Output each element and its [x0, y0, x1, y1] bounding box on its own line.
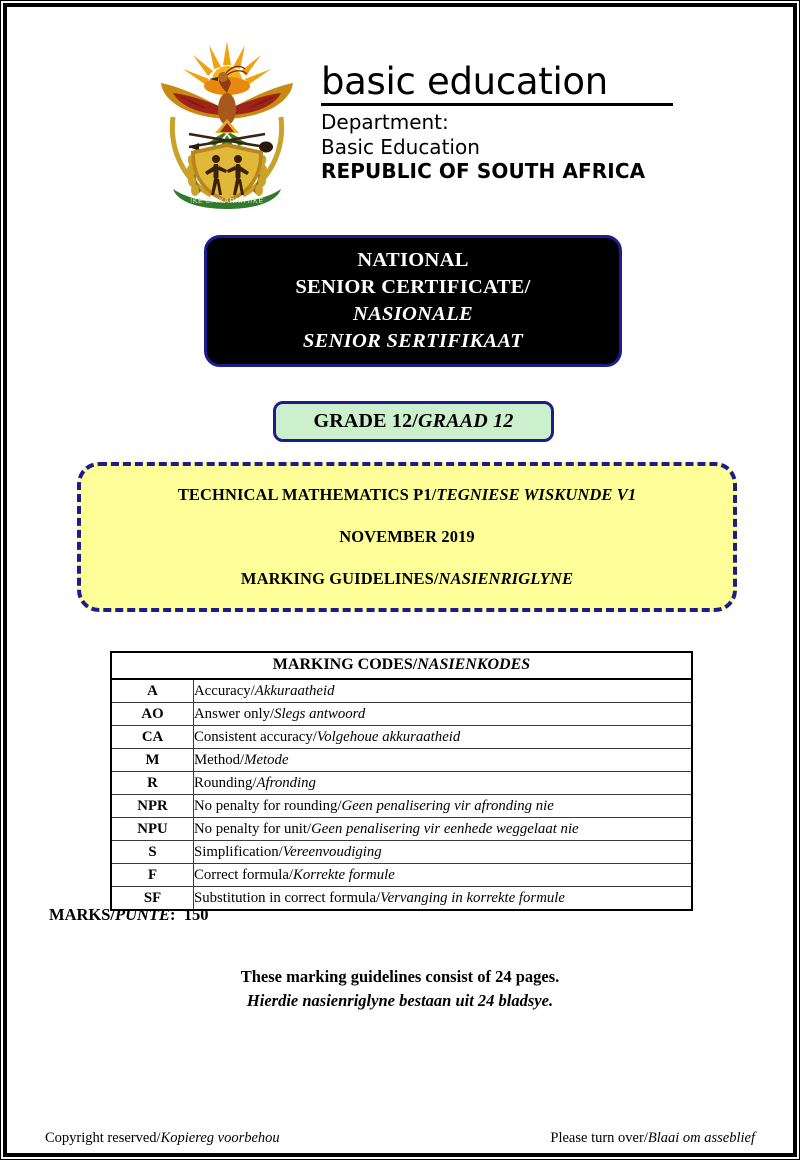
code-cell: S: [111, 841, 194, 864]
logo-country-line: REPUBLIC OF SOUTH AFRICA: [321, 159, 646, 184]
description-af: Afronding: [256, 774, 316, 791]
logo-department-name: Basic Education: [321, 134, 480, 159]
emblem-motto-text: !KE E: /XARRA //KE: [190, 198, 264, 205]
code-cell: F: [111, 864, 194, 887]
footer-copyright-af: Kopiereg voorbehou: [160, 1130, 280, 1146]
description-af: Akkuraatheid: [254, 682, 335, 699]
page-border-frame: [3, 3, 797, 1157]
description-en: No penalty for rounding/: [194, 797, 342, 814]
grade-box: [273, 401, 554, 442]
description-af: Korrekte formule: [293, 866, 395, 883]
description-af: Geen penalisering vir eenhede weggelaat nie: [311, 820, 579, 837]
logo-divider-rule: [321, 103, 673, 106]
code-cell: SF: [111, 887, 194, 911]
description-en: Method/: [194, 751, 245, 768]
description-cell: [194, 795, 693, 818]
footer-turn-over: [550, 1130, 755, 1147]
footer-copyright: [45, 1130, 280, 1147]
marks-separator: :: [170, 905, 176, 924]
page-count-english: These marking guidelines consist of 24 pages.: [240, 967, 560, 986]
table-row: [111, 726, 692, 749]
marks-label-en: MARKS/: [49, 905, 115, 924]
title-line-senior-certificate: SENIOR CERTIFICATE/: [295, 275, 531, 298]
certificate-title-box: [204, 235, 622, 367]
description-en: Answer only/: [194, 705, 275, 722]
code-cell: R: [111, 772, 194, 795]
description-cell: [194, 679, 693, 703]
table-row: [111, 841, 692, 864]
subject-box: [77, 462, 737, 612]
logo-title: basic education: [321, 60, 608, 103]
code-cell: CA: [111, 726, 194, 749]
subject-title: [178, 485, 636, 505]
table-row: [111, 818, 692, 841]
description-en: Rounding/: [194, 774, 257, 791]
description-cell: [194, 887, 693, 911]
document-type: [241, 569, 573, 589]
table-row: [111, 703, 692, 726]
description-cell: [194, 703, 693, 726]
footer-turn-over-af: Blaai om asseblief: [647, 1130, 755, 1146]
department-logo-text: [321, 39, 673, 184]
description-af: Vereenvoudiging: [282, 843, 382, 860]
table-row: [111, 795, 692, 818]
total-marks-line: [49, 905, 209, 925]
description-en: Correct formula/: [194, 866, 294, 883]
marks-value: 150: [183, 905, 209, 924]
marks-label-af: PUNTE: [115, 905, 170, 924]
document-type-af: NASIENRIGLYNE: [438, 569, 574, 588]
description-en: Simplification/: [194, 843, 283, 860]
description-cell: [194, 841, 693, 864]
description-cell: [194, 726, 693, 749]
description-cell: [194, 864, 693, 887]
description-en: No penalty for unit/: [194, 820, 312, 837]
page-footer: [45, 1130, 755, 1147]
description-cell: [194, 749, 693, 772]
grade-label-af: GRAAD 12: [418, 410, 514, 432]
table-header-row: [111, 652, 692, 679]
marking-codes-body: [111, 679, 692, 910]
page-count-afrikaans: Hierdie nasienriglyne bestaan uit 24 bladsye.: [246, 990, 554, 1010]
title-line-nasionale: NASIONALE: [352, 303, 474, 325]
description-af: Volgehoue akkuraatheid: [316, 728, 461, 745]
title-line-senior-sertifikaat: SENIOR SERTIFIKAAT: [302, 330, 524, 353]
code-cell: A: [111, 679, 194, 703]
document-type-en: MARKING GUIDELINES/: [240, 569, 439, 588]
table-row: [111, 864, 692, 887]
table-row: [111, 749, 692, 772]
exam-date: NOVEMBER 2019: [339, 527, 475, 546]
marking-codes-heading: [111, 652, 692, 679]
footer-copyright-en: Copyright reserved/: [45, 1130, 161, 1146]
description-cell: [194, 772, 693, 795]
description-af: Vervanging in korrekte formule: [380, 889, 565, 906]
subject-title-en: TECHNICAL MATHEMATICS P1/: [177, 485, 437, 504]
page-content: [7, 7, 793, 1153]
grade-label-en: GRADE 12/: [313, 410, 419, 432]
table-row: [111, 772, 692, 795]
code-cell: NPU: [111, 818, 194, 841]
marking-codes-table: [110, 651, 693, 911]
page-count-notice: [7, 965, 793, 1013]
code-cell: NPR: [111, 795, 194, 818]
description-en: Consistent accuracy/: [194, 728, 317, 745]
code-cell: AO: [111, 703, 194, 726]
footer-turn-over-en: Please turn over/: [550, 1130, 648, 1146]
grade-label: [313, 410, 513, 433]
marking-codes-heading-af: NASIENKODES: [417, 656, 531, 673]
table-row: [111, 679, 692, 703]
description-cell: [194, 818, 693, 841]
description-en: Substitution in correct formula/: [194, 889, 381, 906]
description-en: Accuracy/: [194, 682, 255, 699]
description-af: Metode: [244, 751, 289, 768]
code-cell: M: [111, 749, 194, 772]
subject-title-af: TEGNIESE WISKUNDE V1: [436, 485, 637, 504]
south-african-coat-of-arms-icon: [147, 39, 307, 209]
logo-department-line: Department:: [321, 110, 449, 135]
title-line-national: NATIONAL: [357, 248, 469, 271]
marking-codes-heading-en: MARKING CODES/: [272, 656, 418, 673]
document-header: [147, 39, 687, 214]
description-af: Slegs antwoord: [274, 705, 366, 722]
description-af: Geen penalisering vir afronding nie: [341, 797, 554, 814]
